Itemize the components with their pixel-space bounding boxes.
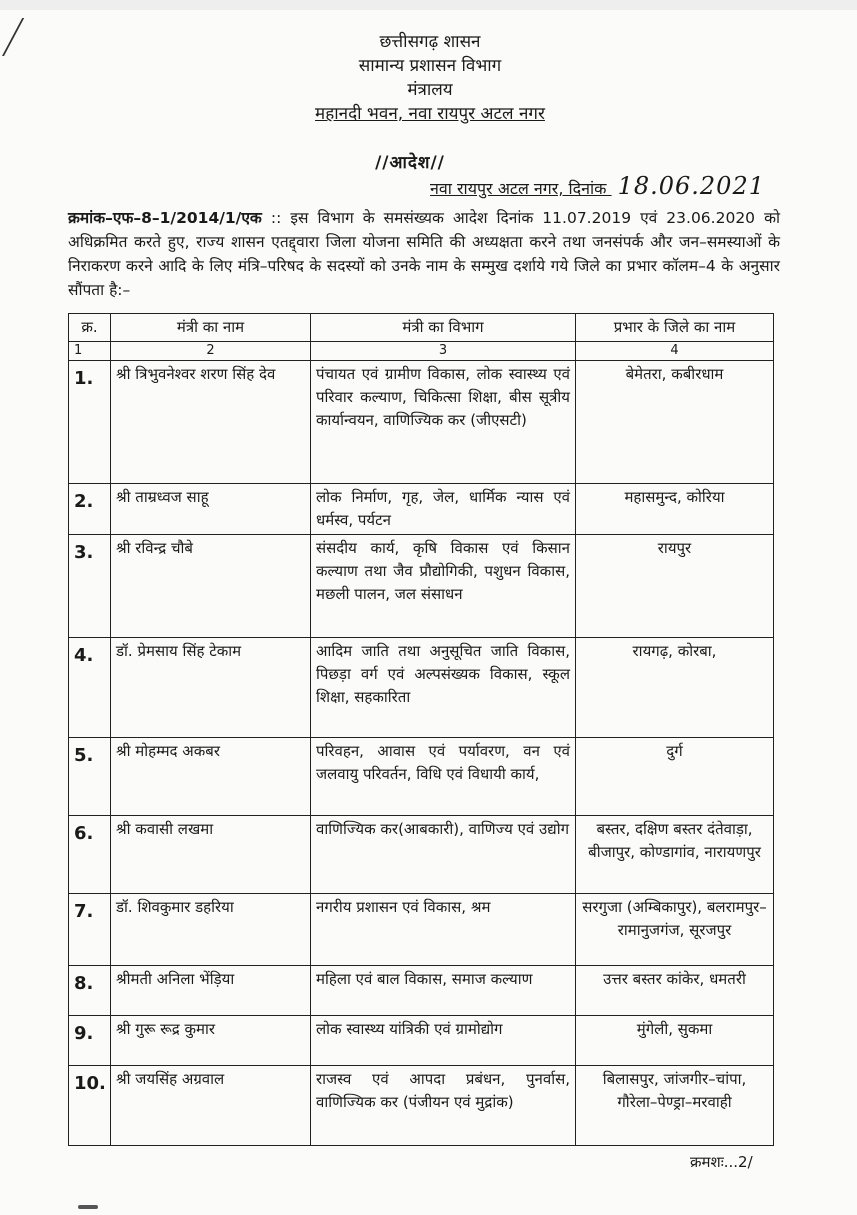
order-body-text: :: इस विभाग के समसंख्यक आदेश दिनांक 11.07.2019 एवं 23.06.2020 को अधिक्रमित करते हुए, राज्य शासन एतद्द्वारा जिला योजना समिति की अध्यक्षता करने तथा जनसंपर्क और जन–समस्याओं के निराकरण करने आदि के लिए मंत्रि–परिषद के सदस्यों को उनके नाम के सम्मुख दर्शाये गये जिले का प्रभार कॉलम–4 के अनुसार सौंपता है:– [68,209,780,299]
minister-departments: संसदीय कार्य, कृषि विकास एवं किसान कल्याण तथा जैव प्रौद्योगिकी, पशुधन विकास, मछली पालन, जल संसाधन [311,535,576,638]
col-header-name: मंत्री का नाम [111,314,311,342]
row-serial-number: 6. [69,816,111,894]
minister-departments: लोक निर्माण, गृह, जेल, धार्मिक न्यास एवं धर्मस्व, पर्यटन [311,484,576,535]
assigned-districts: सरगुजा (अम्बिकापुर), बलरामपुर–रामानुजगंज, सूरजपुर [576,894,774,966]
assigned-districts: बिलासपुर, जांजगीर–चांपा, गौरेला–पेण्ड्रा–मरवाही [576,1066,774,1146]
assigned-districts: रायपुर [576,535,774,638]
col-header-sno: क्र. [69,314,111,342]
minister-name: श्री जयसिंह अग्रवाल [111,1066,311,1146]
minister-name: श्री कवासी लखमा [111,816,311,894]
minister-departments: राजस्व एवं आपदा प्रबंधन, पुनर्वास, वाणिज्यिक कर (पंजीयन एवं मुद्रांक) [311,1066,576,1146]
minister-name: श्री त्रिभुवनेश्वर शरण सिंह देव [111,361,311,484]
table-row [69,1066,774,1146]
assigned-districts: बस्तर, दक्षिण बस्तर दंतेवाड़ा, बीजापुर, कोण्डागांव, नारायणपुर [576,816,774,894]
continued-marker: क्रमशः...2/ [690,1153,753,1171]
assigned-districts: रायगढ़, कोरबा, [576,638,774,738]
minister-district-table [68,313,774,1146]
minister-name: श्री रविन्द्र चौबे [111,535,311,638]
col-index: 4 [576,342,774,361]
assigned-districts: उत्तर बस्तर कांकेर, धमतरी [576,966,774,1016]
letterhead [230,30,630,126]
assigned-districts: दुर्ग [576,738,774,816]
order-title: //आदेश// [375,153,445,173]
minister-name: श्री ताम्रध्वज साहू [111,484,311,535]
col-header-department: मंत्री का विभाग [311,314,576,342]
office-address: महानदी भवन, नवा रायपुर अटल नगर [315,104,545,124]
minister-name: डॉ. शिवकुमार डहरिया [111,894,311,966]
assigned-districts: मुंगेली, सुकमा [576,1016,774,1066]
minister-name: श्री मोहम्मद अकबर [111,738,311,816]
office-name: मंत्रालय [407,80,453,100]
minister-departments: वाणिज्यिक कर(आबकारी), वाणिज्य एवं उद्योग [311,816,576,894]
minister-departments: लोक स्वास्थ्य यांत्रिकी एवं ग्रामोद्योग [311,1016,576,1066]
minister-departments: नगरीय प्रशासन एवं विकास, श्रम [311,894,576,966]
minister-departments: पंचायत एवं ग्रामीण विकास, लोक स्वास्थ्य एवं परिवार कल्याण, चिकित्सा शिक्षा, बीस सूत्रीय कार्यान्वयन, वाणिज्यिक कर (जीएसटी) [311,361,576,484]
col-index: 1 [69,342,111,361]
order-number: क्रमांक–एफ–8–1/2014/1/एक [68,209,262,227]
table-row [69,638,774,738]
minister-name: श्री गुरू रूद्र कुमार [111,1016,311,1066]
table-row [69,1016,774,1066]
top-edge [0,0,857,10]
table-header-row [69,314,774,342]
row-serial-number: 4. [69,638,111,738]
footer-mark [78,1205,98,1209]
minister-departments: आदिम जाति तथा अनुसूचित जाति विकास, पिछड़ा वर्ग एवं अल्पसंख्यक विकास, स्कूल शिक्षा, सहकारिता [311,638,576,738]
department-name: सामान्य प्रशासन विभाग [358,56,502,76]
table-row [69,535,774,638]
col-header-district: प्रभार के जिले का नाम [576,314,774,342]
table-row [69,894,774,966]
col-index: 3 [311,342,576,361]
row-serial-number: 8. [69,966,111,1016]
table-row [69,816,774,894]
minister-name: श्रीमती अनिला भेंड़िया [111,966,311,1016]
table-row [69,361,774,484]
row-serial-number: 7. [69,894,111,966]
order-paragraph [68,206,780,302]
place-label: नवा रायपुर अटल नगर, दिनांक [430,179,607,198]
row-serial-number: 1. [69,361,111,484]
assigned-districts: बेमेतरा, कबीरधाम [576,361,774,484]
row-serial-number: 10. [69,1066,111,1146]
assigned-districts: महासमुन्द, कोरिया [576,484,774,535]
row-serial-number: 2. [69,484,111,535]
row-serial-number: 3. [69,535,111,638]
table-row [69,738,774,816]
government-name: छत्तीसगढ़ शासन [379,32,481,52]
table-row [69,966,774,1016]
table-row [69,484,774,535]
column-index-row [69,342,774,361]
pen-mark [2,18,46,56]
col-index: 2 [111,342,311,361]
minister-departments: परिवहन, आवास एवं पर्यावरण, वन एवं जलवायु परिवर्तन, विधि एवं विधायी कार्य, [311,738,576,816]
row-serial-number: 5. [69,738,111,816]
minister-departments: महिला एवं बाल विकास, समाज कल्याण [311,966,576,1016]
place-date-line [430,172,840,200]
minister-name: डॉ. प्रेमसाय सिंह टेकाम [111,638,311,738]
handwritten-date: 18.06.2021 [617,172,765,200]
row-serial-number: 9. [69,1016,111,1066]
